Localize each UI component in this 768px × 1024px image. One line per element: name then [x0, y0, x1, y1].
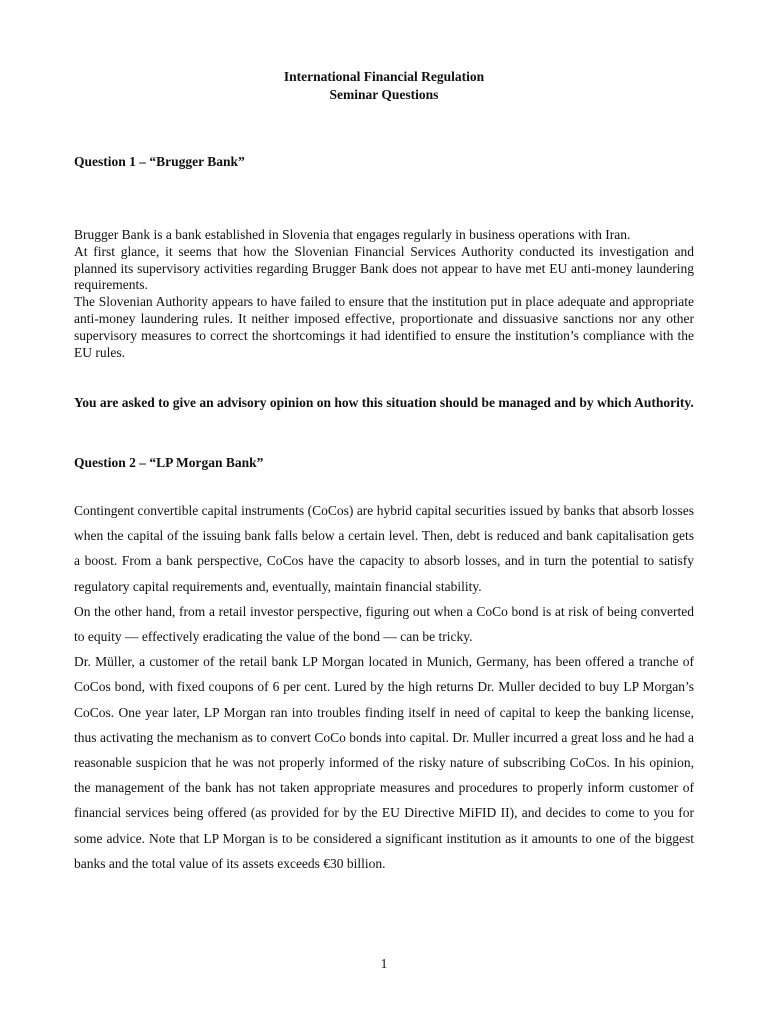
question-1-paragraph: The Slovenian Authority appears to have failed to ensure that the institution put in place adequate and appropriate anti-money laundering rules. It neither imposed effective, proportionate and dissuasive sanctions nor any other supervisory measures to correct the shortcomings it had identified to ensure the institution’s compliance with the EU rules. — [74, 294, 694, 360]
question-1-paragraph: Brugger Bank is a bank established in Slovenia that engages regularly in business operations with Iran. — [74, 227, 631, 242]
question-2-paragraph: Dr. Müller, a customer of the retail bank LP Morgan located in Munich, Germany, has been offered a tranche of CoCos bond, with fixed coupons of 6 per cent. Lured by the high returns Dr. Muller decided to buy LP Morgan’s CoCos. One year later, LP Morgan ran into troubles finding itself in need of capital to keep the banking license, thus activating the mechanism as to convert CoCo bonds into capital. Dr. Muller incurred a great loss and he had a reasonable suspicion that he was not properly informed of the risky nature of subscribing CoCos. In his opinion, the management of the bank has not taken appropriate measures and procedures to properly inform customer of financial services being offered (as provided for by the EU Directive MiFID II), and decides to come to you for some advice. Note that LP Morgan is to be considered a significant institution as it amounts to one of the biggest banks and the total value of its assets exceeds €30 billion. — [74, 654, 694, 871]
question-1-paragraph: At first glance, it seems that how the Slovenian Financial Services Authority conducted its investigation and planned its supervisory activities regarding Brugger Bank does not appear to have met EU anti-money laundering requirements. — [74, 243, 694, 293]
question-2-paragraph: Contingent convertible capital instruments (CoCos) are hybrid capital securities issued by banks that absorb losses when the capital of the issuing bank falls below a certain level. Then, debt is reduced and bank capitalisation gets a boost. From a bank perspective, CoCos have the capacity to absorb losses, and in turn the potential to satisfy regulatory capital requirements and, eventually, maintain financial stability. — [74, 503, 694, 594]
document-header — [0, 68, 768, 104]
page-number: 1 — [380, 956, 388, 971]
question-1-body — [74, 227, 694, 361]
document-subtitle: Seminar Questions — [329, 87, 439, 102]
document-title: International Financial Regulation — [283, 69, 485, 84]
question-1-heading: Question 1 – “Brugger Bank” — [74, 154, 245, 169]
question-2-paragraph: On the other hand, from a retail investor perspective, figuring out when a CoCo bond is at risk of being converted to equity — effectively eradicating the value of the bond — can be tricky. — [74, 603, 694, 645]
question-2-heading: Question 2 – “LP Morgan Bank” — [74, 455, 264, 470]
question-2-body — [74, 498, 694, 876]
question-1-task: You are asked to give an advisory opinion on how this situation should be managed and by which Authority. — [74, 395, 694, 410]
